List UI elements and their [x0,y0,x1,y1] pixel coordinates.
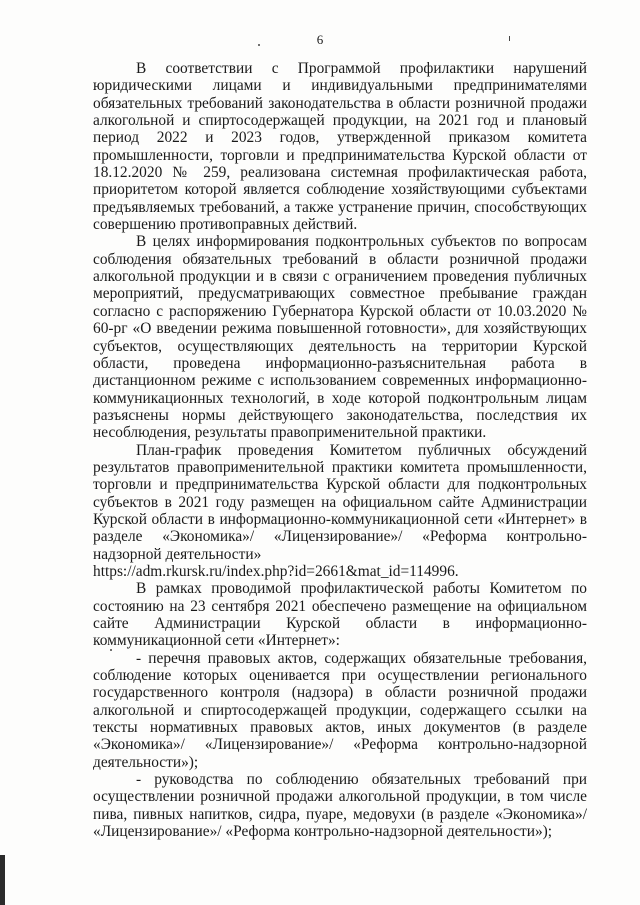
document-body [93,60,587,840]
page-number: 6 [316,32,324,47]
source-url: https://adm.rkursk.ru/index.php?id=2661&mat_id=114996. [93,562,459,580]
paragraph-program-prevention: В соответствии с Программой профилактики нарушений юридическими лицами и индивидуальными предпринимателями обязательных требований законодательства в области розничной продажи алкогольной и спиртосодержащей продукции, на 2021 год и плановый период 2022 и 2023 годов, утвержденной приказом комитета промышленности, торговли и предпринимательства Курской области от 18.12.2020 № 259, реализована системная профилактическая работа, приоритетом которой является соблюдение хозяйствующими субъектами предъявляемых требований, а также устранение причин, способствующих совершению противоправных действий. [93,60,587,234]
scan-edge-shadow [0,855,5,905]
paragraph-informing-subjects: В целях информирования подконтрольных субъектов по вопросам соблюдения обязательных требований в области розничной продажи алкогольной продукции и в связи с ограничением проведения публичных мероприятий, предусматривающих совместное пребывание граждан согласно с распоряжению Губернатора Курской области от 10.03.2020 № 60-рг «О введении режима повышенной готовности», для хозяйствующих субъектов, осуществляющих деятельность на территории Курской области, проведена информационно-разъяснительная работа в дистанционном режиме с использованием современных информационно-коммуникационных технологий, в ходе которой подконтрольным лицам разъяснены нормы действующего законодательства, последствия их несоблюдения, результаты правоприменительной практики. [93,233,587,442]
paragraph-plan-schedule: План-график проведения Комитетом публичных обсуждений результатов правоприменительной практики комитета промышленности, торговли и предпринимательства Курской области для подконтрольных субъектов в 2021 году размещен на официальном сайте Администрации Курской области в информационно-коммуникационной сети «Интернет» в разделе «Экономика»/ «Лицензирование»/ «Реформа контрольно-надзорной деятельности» [93,441,587,563]
list-item-legal-acts: - перечня правовых актов, содержащих обязательные требования, соблюдение которых оценивается при осуществлении регионального государственного контроля (надзора) в области розничной продажи алкогольной и спиртосодержащей продукции, содержащего ссылки на тексты нормативных правовых актов, иных документов (в разделе «Экономика»/ «Лицензирование»/ «Реформа контрольно-надзорной деятельности»); [93,649,587,771]
list-item-guidelines: - руководства по соблюдению обязательных требований при осуществлении розничной продажи алкогольной продукции, в том числе пива, пивных напитков, сидра, пуаре, медовухи (в разделе «Экономика»/ «Лицензирование»/ «Реформа контрольно-надзорной деятельности»); [93,771,587,841]
paragraph-preventive-work: В рамках проводимой профилактической работы Комитетом по состоянию на 23 сентября 2021 обеспечено размещение на официальном сайте Администрации Курской области в информационно-коммуникационной сети «Интернет»: [93,580,587,650]
